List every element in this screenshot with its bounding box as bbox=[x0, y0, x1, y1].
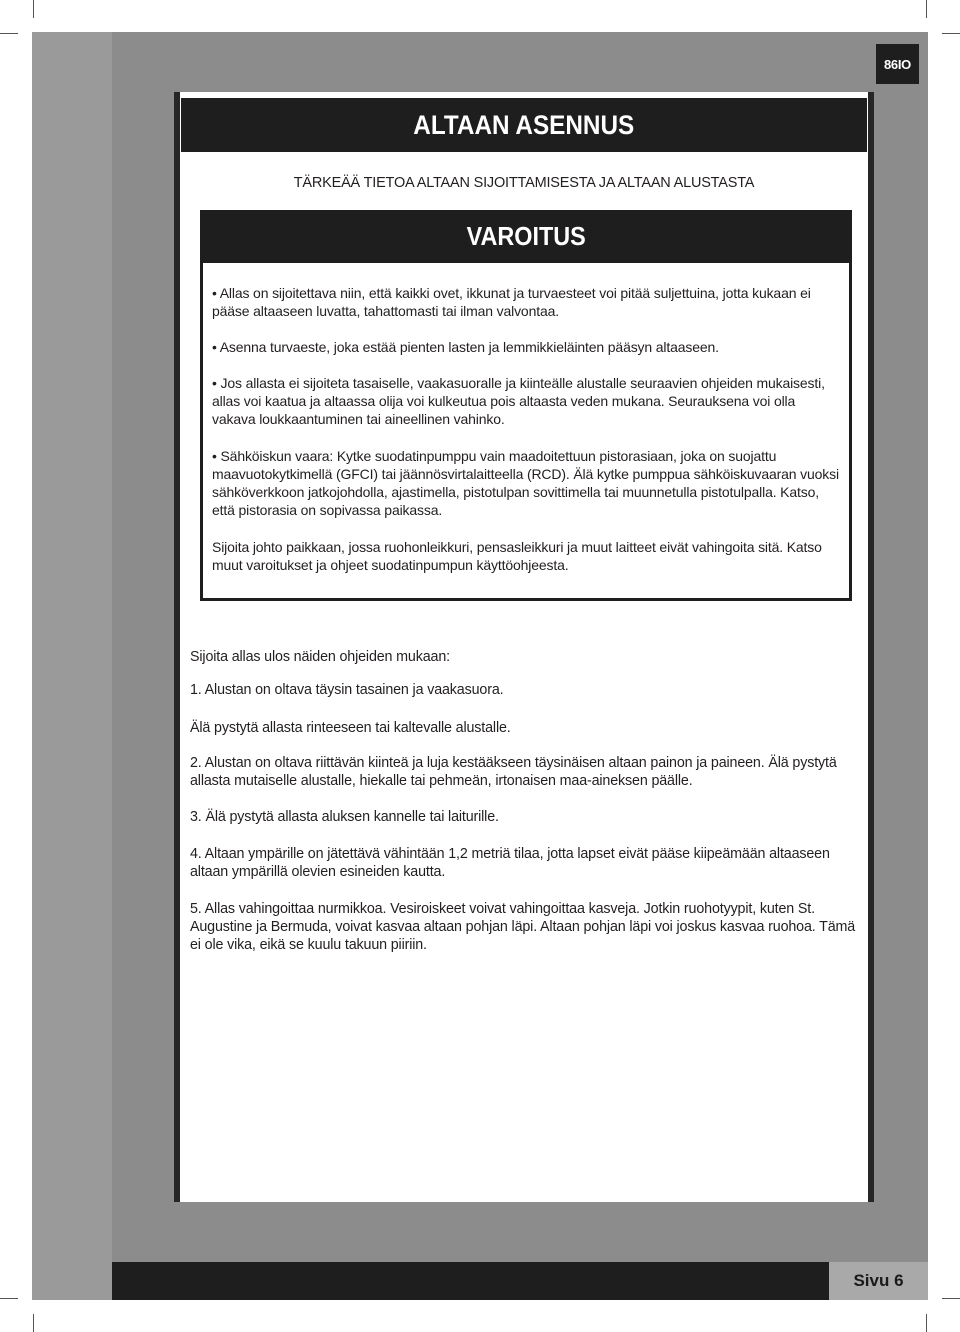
warning-item: • Jos allasta ei sijoiteta tasaiselle, vaakasuoralle ja kiinteälle alustalle seuraavien ohjeiden mukaisesti, allas voi kaatua ja altaassa olija voi kulkeutua pois altaasta veden mukana. Seurauksena voi olla vakava loukkaantuminen tai aineellinen vahinko. bbox=[212, 375, 825, 427]
warning-item: • Sähköiskun vaara: Kytke suodatinpumppu vain maadoitettuun pistorasiaan, joka on suojattu maavuotokytkimellä (GFCI) tai jäännösvirtalaitteella (RCD). Älä kytke pumppua sähköiskuvaaran vuoksi sähköverkkoon jatkojohdolla, ajastimella, pistotulpan sovittimella tai muunnetulla pistotulpalla. Katso, että pistorasia on sopivassa paikassa. bbox=[212, 448, 839, 518]
instruction-item: 4. Altaan ympärille on jätettävä vähintään 1,2 metriä tilaa, jotta lapset eivät pääse kiipeämään altaaseen altaan ympärillä olevien esineiden kautta. bbox=[190, 846, 830, 880]
crop-mark bbox=[33, 0, 34, 18]
page-title-bar bbox=[181, 98, 867, 152]
crop-mark bbox=[926, 1314, 927, 1332]
instructions-intro: Sijoita allas ulos näiden ohjeiden mukaan: bbox=[190, 649, 450, 665]
warning-title-bar bbox=[200, 210, 852, 263]
page-subtitle: TÄRKEÄÄ TIETOA ALTAAN SIJOITTAMISESTA JA ALTAAN ALUSTASTA bbox=[293, 175, 755, 191]
crop-mark bbox=[942, 1298, 960, 1299]
crop-mark bbox=[926, 0, 927, 18]
model-badge: 86IO bbox=[876, 44, 919, 84]
instruction-item: Älä pystytä allasta rinteeseen tai kaltevalle alustalle. bbox=[190, 720, 511, 736]
instruction-item: 3. Älä pystytä allasta aluksen kannelle tai laiturille. bbox=[190, 809, 499, 825]
crop-mark bbox=[33, 1314, 34, 1332]
instruction-item: 5. Allas vahingoittaa nurmikkoa. Vesiroiskeet voivat vahingoittaa kasveja. Jotkin ruohotyypit, kuten St. Augustine ja Bermuda, voivat kasvaa altaan pohjan läpi. Altaan pohjan läpi voi joskus kasvaa ruohoa. Tämä ei ole vika, eikä se kuulu takuun piiriin. bbox=[190, 901, 856, 953]
warning-title: VAROITUS bbox=[466, 221, 586, 251]
crop-mark bbox=[0, 1298, 18, 1299]
crop-mark bbox=[942, 33, 960, 34]
warning-item: Sijoita johto paikkaan, jossa ruohonleikkuri, pensasleikkuri ja muut laitteet eivät vahingoita sitä. Katso muut varoitukset ja ohjeet suodatinpumpun käyttöohjeesta. bbox=[212, 539, 822, 573]
instruction-item: 2. Alustan on oltava riittävän kiinteä ja luja kestääkseen täysinäisen altaan painon ja paineen. Älä pystytä allasta mutaiselle alustalle, hiekalle tai pehmeän, irtonaisen maa-aineksen päälle. bbox=[190, 755, 837, 789]
instruction-item: 1. Alustan on oltava täysin tasainen ja vaakasuora. bbox=[190, 682, 504, 698]
crop-mark bbox=[0, 33, 18, 34]
page-number: Sivu 6 bbox=[829, 1262, 928, 1300]
warning-item: • Asenna turvaeste, joka estää pienten lasten ja lemmikkieläinten pääsyn altaaseen. bbox=[212, 339, 719, 355]
footer-bar bbox=[112, 1262, 928, 1300]
page-title: ALTAAN ASENNUS bbox=[413, 109, 635, 140]
warning-item: • Allas on sijoitettava niin, että kaikki ovet, ikkunat ja turvaesteet voi pitää suljettuina, jotta kukaan ei pääse altaaseen luvatta, tahattomasti tai ilman valvontaa. bbox=[212, 285, 811, 319]
